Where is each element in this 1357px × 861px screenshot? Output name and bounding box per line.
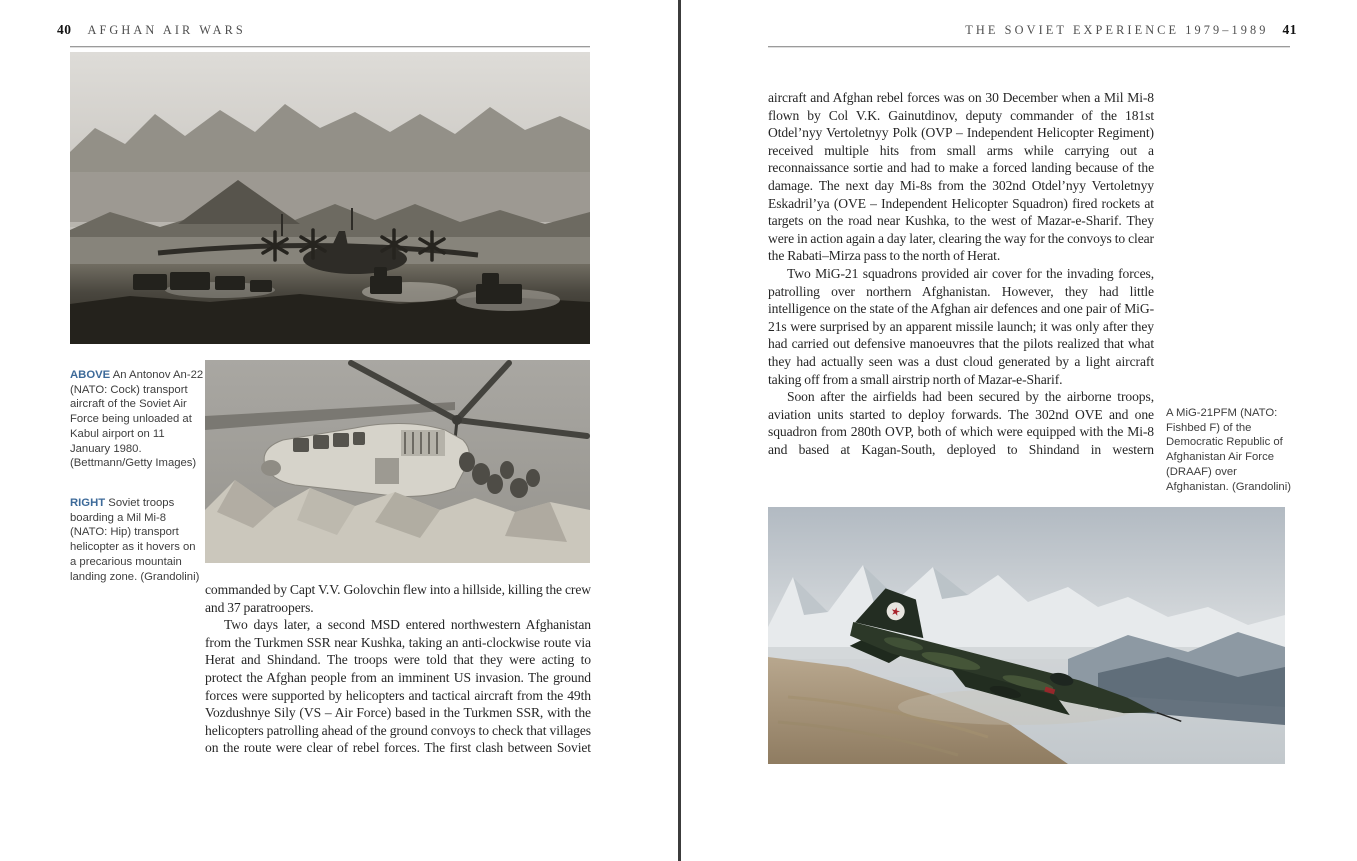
caption-label-right: RIGHT: [70, 497, 106, 509]
paragraph: aircraft and Afghan rebel forces was on 30 December when a Mil Mi-8 flown by Col V.K. Gainutdinov, deputy commander of the 181st Otdel’nyy Vertoletnyy Polk (OVP – Independent Helicopter Regiment) received multiple hits from small arms while carrying out a reconnaissance sortie and had to make a forced landing because of the damage. The next day Mi-8s from the 302nd Otdel’nyy Vertoletnyy Eskadril’ya (OVE – Independent Helicopter Squadron) fired rockets at targets on the road near Kushka, to the west of Mazar-e-Sharif. They were in action again a day later, clearing the way for the convoys to clear the Rabati–Mirza pass to the north of Herat.: [768, 90, 1154, 264]
photo-an22-illustration: [70, 52, 590, 344]
page-number-right: 41: [1282, 22, 1297, 37]
photo-an22-airfield: [70, 52, 590, 344]
caption-above-an22: [70, 368, 204, 471]
header-rule-left: [70, 46, 590, 47]
running-header-title-left: AFGHAN AIR WARS: [87, 23, 246, 37]
red-star-roundel: ★: [889, 605, 902, 620]
paragraph: Two MiG-21 squadrons provided air cover for the invading forces, patrolling over northern Afghanistan. However, they had little intelligence on the state of the Afghan air defences and one pair of MiG-21s were surprised by an apparent missile launch; it was only after they had carried out defensive manoeuvres that the pilots realized that what they had actually seen was a dust cloud generated by a light aircraft taking off from a small airstrip north of Mazar-e-Sharif.: [768, 265, 1154, 387]
caption-right-mi8: [70, 496, 204, 584]
caption-label-above: ABOVE: [70, 369, 111, 381]
caption-text-an22: An Antonov An-22 (NATO: Cock) transport aircraft of the Soviet Air Force being unloaded at Kabul airport on 11 January 1980. (Bettmann/Getty Images): [70, 369, 204, 470]
photo-mig21-illustration: [768, 507, 1285, 764]
paragraph: commanded by Capt V.V. Golovchin flew into a hillside, killing the crew and 37 paratroopers.: [205, 582, 591, 615]
header-rule-right: [768, 46, 1290, 47]
running-header-left: [57, 22, 246, 38]
page-left: [0, 0, 678, 861]
photo-mig21-in-flight: [768, 507, 1285, 764]
page-right: [681, 0, 1357, 861]
paragraph: Soon after the airfields had been secured by the airborne troops, aviation units started to deploy forwards. The 302nd OVE and one squadron from 280th OVP, both of which were equipped with the Mi-8 and based at Kagan-South, deployed to Shindand in western: [768, 389, 1154, 457]
page-number-left: 40: [57, 22, 72, 37]
caption-text-mig21: A MiG-21PFM (NATO: Fishbed F) of the Democratic Republic of Afghanistan Air Force (DRAAF) over Afghanistan. (Grandolini): [1166, 407, 1291, 493]
running-header-title-right: THE SOVIET EXPERIENCE 1979–1989: [965, 23, 1269, 37]
photo-mi8-illustration: [205, 360, 590, 563]
photo-mi8-helicopter: [205, 360, 590, 563]
paragraph: Two days later, a second MSD entered northwestern Afghanistan from the Turkmen SSR near Kushka, taking an anti-clockwise route via Herat and Shindand. The troops were told that they were acting to protect the Afghan people from an imminent US invasion. The ground forces were supported by helicopters and tactical aircraft from the 49th Vozdushnye Sily (VS – Air Force) based in the Turkmen SSR, with the helicopters patrolling ahead of the ground convoys to check that villages on the route were clear of rebel forces. The first clash between Soviet: [205, 617, 591, 756]
caption-text-mi8: Soviet troops boarding a Mil Mi-8 (NATO: Hip) transport helicopter as it hovers on a precarious mountain landing zone. (Grandolini): [70, 497, 200, 583]
body-text-left: [205, 581, 591, 757]
caption-mig21: [1166, 406, 1296, 494]
body-text-right: [768, 89, 1154, 458]
running-header-right: [965, 22, 1297, 38]
